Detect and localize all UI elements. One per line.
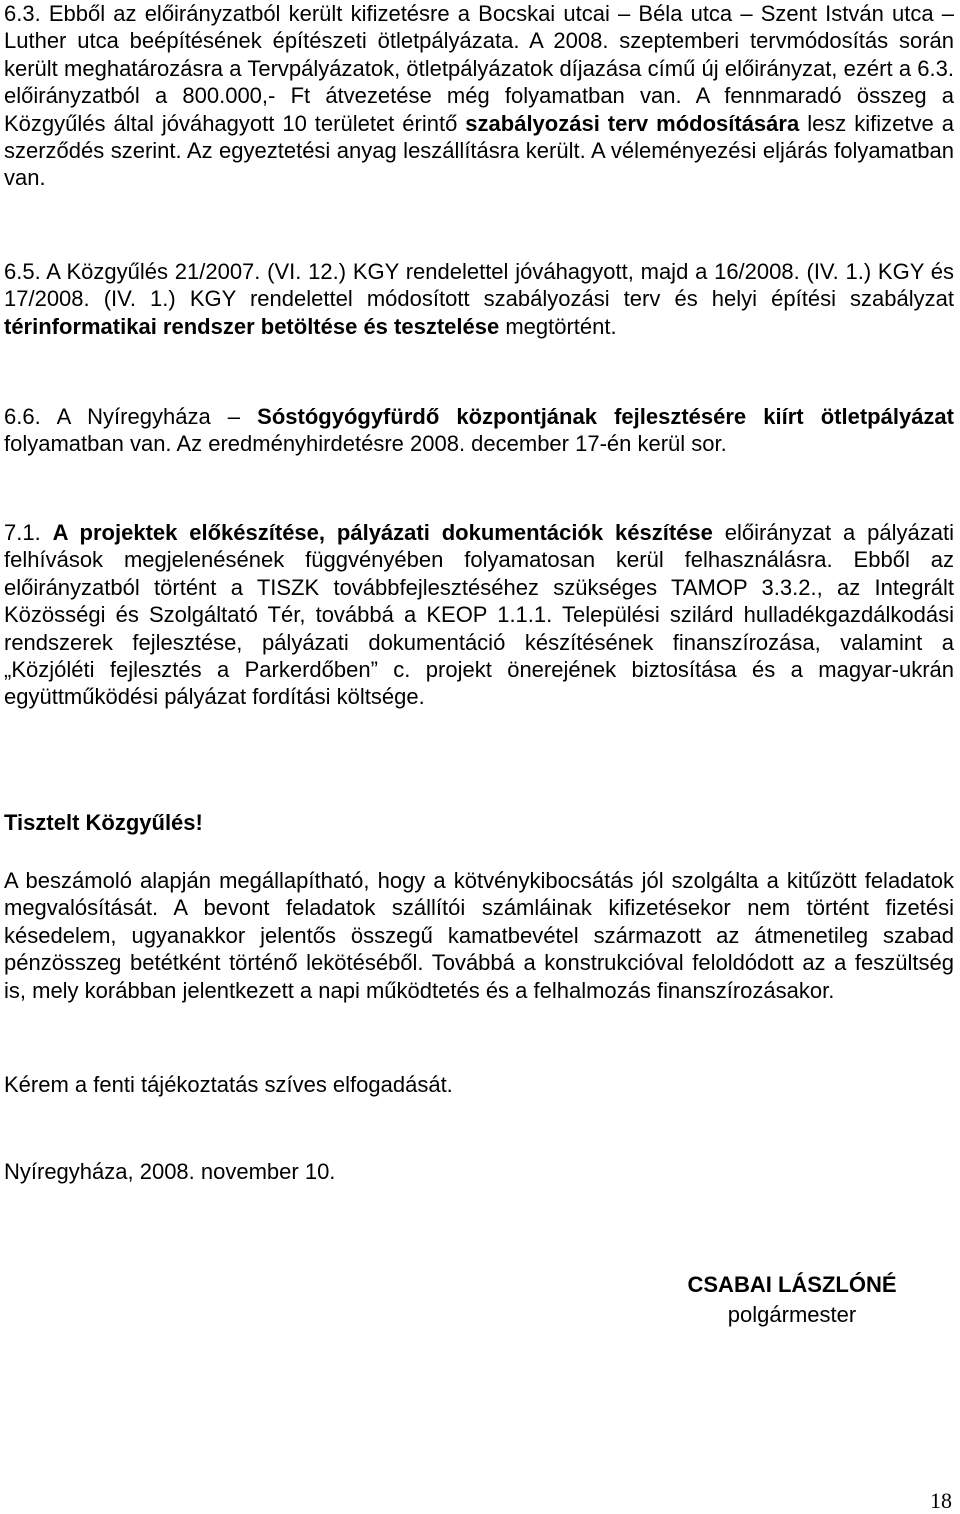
signature-block (672, 1270, 912, 1330)
paragraph-6-5-text-c: megtörtént. (499, 313, 617, 339)
salutation (4, 809, 203, 836)
paragraph-6-6 (4, 403, 954, 458)
request-line: Kérem a fenti tájékoztatás szíves elfogadását. (4, 1072, 453, 1097)
paragraph-6-6-bold: Sóstógyógyfürdő központjának fejlesztésére kiírt ötletpályázat (257, 404, 954, 429)
salutation-text: Tisztelt Közgyűlés! (4, 810, 203, 835)
signatory-name: CSABAI LÁSZLÓNÉ (687, 1272, 897, 1297)
conclusion-text: A beszámoló alapján megállapítható, hogy a kötvénykibocsátás jól szolgálta a kitűzött feladatok megvalósítását. A bevont feladatok szállítói számláinak kifizetésekor nem történt fizetési késedelem, ugyanakkor jelentős összegű kamatbevétel származott az átmenetileg szabad pénzösszeg betétként történő lekötéséből. Továbbá a konstrukcióval feloldódott az a feszültség is, mely korábban jelentkezett a napi működtetés és a felhalmozás finanszírozásakor. (4, 868, 954, 1003)
paragraph-6-3-text-a: 6.3. Ebből az előirányzatból került kifizetésre a Bocskai utcai – Béla utca – Szent István utca – Luther utca beépítésének építészeti ötletpályázata. A 2008. szeptemberi tervmódosítás során került meghatározásra a Tervpályázatok, ötletpályázatok díjazása című új előirányzat, ezért a 6.3. előirányzatból a 800.000,- Ft átvezetése még folyamatban van. A fennmaradó összeg a Közgyűlés által jóváhagyott 10 területet érintő (4, 1, 954, 136)
paragraph-6-5-text-a: 6.5. A Közgyűlés 21/2007. (VI. 12.) KGY rendelettel jóváhagyott, majd a 16/2008. (IV. 1.) KGY és 17/2008. (IV. 1.) KGY rendelettel módosított szabályozási terv és helyi építési szabályzat (4, 259, 954, 312)
paragraph-6-6-text-c: folyamatban van. Az eredményhirdetésre 2008. december 17-én kerül sor. (4, 431, 727, 457)
paragraph-6-3-text-c: lesz kifizetve a szerződés szerint. Az egyeztetési anyag leszállításra került. A véleményezési eljárás folyamatban van. (4, 110, 954, 191)
paragraph-6-5 (4, 258, 954, 340)
conclusion-paragraph (4, 867, 954, 1004)
paragraph-6-5-bold: térinformatikai rendszer betöltése és tesztelése (4, 313, 500, 339)
paragraph-7-1-text-a: 7.1. (4, 520, 53, 545)
place-date: Nyíregyháza, 2008. november 10. (4, 1159, 336, 1184)
page-number: 18 (930, 1488, 952, 1513)
paragraph-6-6-text-a: 6.6. A Nyíregyháza – (4, 404, 258, 429)
paragraph-7-1 (4, 519, 954, 711)
paragraph-7-1-bold: A projektek előkészítése, pályázati dokumentációk készítése (52, 520, 713, 545)
paragraph-6-3-bold: szabályozási terv módosítására (465, 110, 800, 136)
signatory-title: polgármester (727, 1302, 857, 1327)
paragraph-6-3 (4, 0, 954, 192)
paragraph-7-1-text-c: előirányzat a pályázati felhívások megjelenésének függvényében folyamatosan kerül felhasználásra. Ebből az előirányzatból történt a TISZK továbbfejlesztéséhez szükséges TAMOP 3.3.2., az Integrált Közösségi és Szolgáltató Tér, továbbá a KEOP 1.1.1. Települési szilárd hulladékgazdálkodási rendszerek fejlesztése, pályázati dokumentáció készítésének finanszírozása, valamint a „Közjóléti fejlesztés a Parkerdőben” c. projekt önerejének biztosítása és a magyar-ukrán együttműködési pályázat fordítási költsége. (4, 520, 954, 710)
